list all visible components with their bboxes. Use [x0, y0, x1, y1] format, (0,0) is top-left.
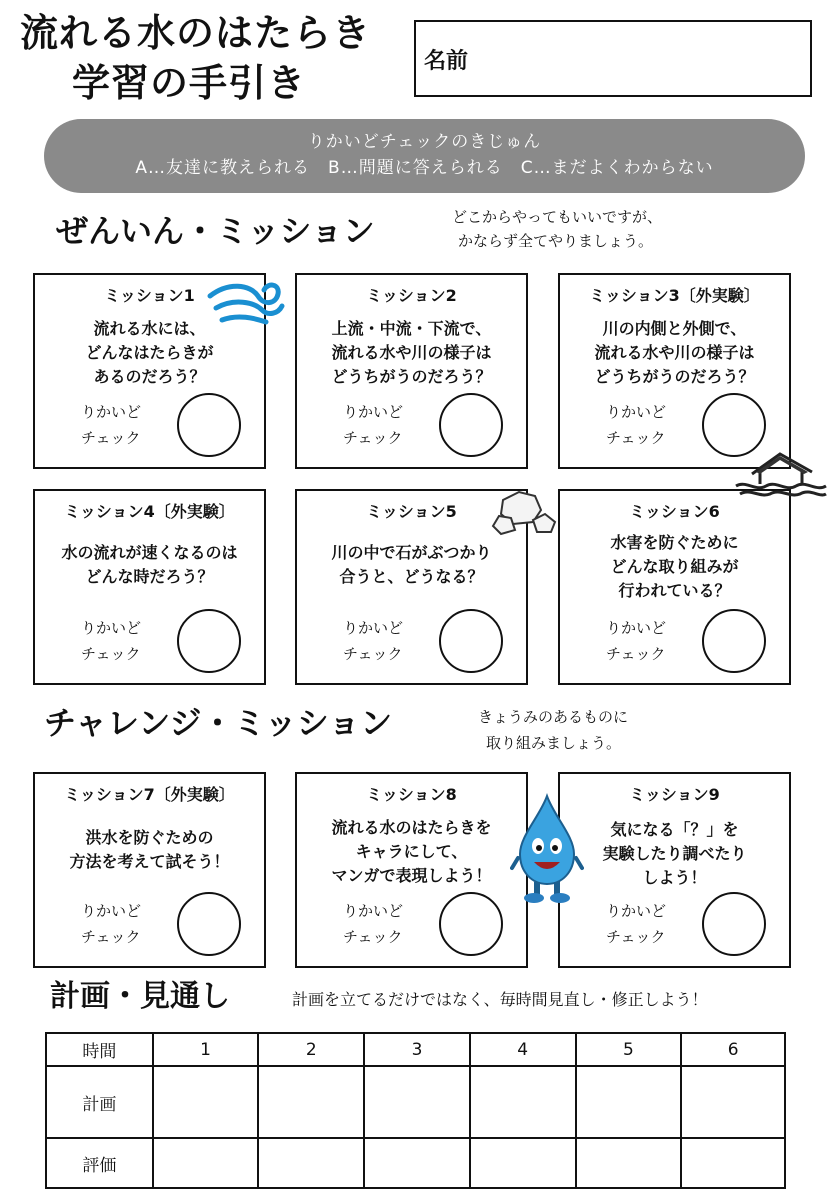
mission-question: 川の内側と外側で、 流れる水や川の様子は どうちがうのだろう？: [594, 319, 755, 386]
mission-question: 洪水を防ぐための 方法を考えて試そう！: [69, 828, 230, 871]
flooded-house-icon: [734, 448, 828, 498]
plan-note: 計画を立てるだけではなく、毎時間見直し・修正しよう！: [292, 990, 708, 1009]
plan-cell[interactable]: [470, 1066, 576, 1138]
table-header-cell: 3: [364, 1033, 470, 1066]
mission-question: 気になる「？」を 実験したり調べたり しよう！: [602, 820, 747, 887]
mission-title: ミッション7〔外実験〕: [64, 785, 235, 804]
table-header-cell: 1: [153, 1033, 259, 1066]
challenge-missions-heading: チャレンジ・ミッション: [44, 704, 393, 742]
table-header-cell: 6: [681, 1033, 785, 1066]
table-header-cell: 2: [258, 1033, 364, 1066]
evaluation-cell[interactable]: [153, 1138, 259, 1188]
check-label: りかいど チェック: [606, 902, 667, 946]
check-label: りかいど チェック: [343, 619, 404, 663]
plan-cell[interactable]: [681, 1066, 785, 1138]
table-header-cell: 4: [470, 1033, 576, 1066]
check-label: りかいど チェック: [606, 619, 667, 663]
evaluation-cell[interactable]: [258, 1138, 364, 1188]
table-header-row: [46, 1033, 785, 1066]
mission-title: ミッション3〔外実験〕: [589, 286, 760, 305]
challenge-note-line2: 取り組みましょう。: [486, 734, 622, 752]
table-row: [46, 1066, 785, 1138]
mission-card-8: [295, 772, 528, 968]
mission-title: ミッション8: [366, 785, 457, 804]
check-circle[interactable]: [439, 609, 503, 673]
criteria-heading: りかいどチェックのきじゅん: [307, 132, 542, 152]
mission-title: ミッション6: [629, 502, 720, 521]
criteria-levels: A…友達に教えられる B…問題に答えられる C…まだよくわからない: [135, 158, 714, 178]
mission-question: 上流・中流・下流で、 流れる水や川の様子は どうちがうのだろう？: [331, 319, 492, 386]
table-row: [46, 1138, 785, 1188]
evaluation-cell[interactable]: [470, 1138, 576, 1188]
evaluation-cell[interactable]: [576, 1138, 682, 1188]
plan-table: [45, 1032, 786, 1189]
check-circle[interactable]: [177, 393, 241, 457]
check-label: りかいど チェック: [343, 902, 404, 946]
mission-question: 流れる水には、 どんなはたらきが あるのだろう？: [85, 319, 214, 386]
mission-question: 水の流れが速くなるのは どんな時だろう？: [61, 543, 238, 586]
all-missions-note-line2: かならず全てやりましょう。: [458, 232, 654, 250]
mission-card-7: [33, 772, 266, 968]
mission-title: ミッション1: [104, 286, 195, 305]
row-label-evaluation: 評価: [46, 1138, 153, 1188]
challenge-note-line1: きょうみのあるものに: [478, 708, 629, 726]
mission-title: ミッション4〔外実験〕: [64, 502, 235, 521]
evaluation-cell[interactable]: [681, 1138, 785, 1188]
worksheet-title-line2: 学習の手引き: [72, 61, 307, 105]
check-circle[interactable]: [439, 393, 503, 457]
check-label: りかいど チェック: [606, 403, 667, 447]
check-circle[interactable]: [439, 892, 503, 956]
mission-title: ミッション2: [366, 286, 457, 305]
check-circle[interactable]: [177, 892, 241, 956]
all-missions-heading: ぜんいん・ミッション: [56, 212, 375, 250]
plan-cell[interactable]: [576, 1066, 682, 1138]
check-circle[interactable]: [702, 892, 766, 956]
mission-question: 流れる水のはたらきを キャラにして、 マンガで表現しよう！: [331, 818, 492, 885]
check-label: りかいど チェック: [81, 619, 142, 663]
check-label: りかいど チェック: [343, 403, 404, 447]
name-field[interactable]: [414, 20, 812, 97]
plan-cell[interactable]: [258, 1066, 364, 1138]
mission-card-4: [33, 489, 266, 685]
worksheet-title-line1: 流れる水のはたらき: [20, 11, 372, 55]
check-label: りかいど チェック: [81, 902, 142, 946]
rocks-icon: [489, 486, 559, 536]
mission-question: 川の中で石がぶつかり 合うと、どうなる？: [331, 543, 492, 586]
water-wave-icon: [206, 278, 288, 328]
mission-title: ミッション5: [366, 502, 457, 521]
table-header-cell: 5: [576, 1033, 682, 1066]
mission-card-6: [558, 489, 791, 685]
mission-title: ミッション9: [629, 785, 720, 804]
all-missions-note-line1: どこからやってもいいですが、: [452, 208, 663, 226]
check-label: りかいど チェック: [81, 403, 142, 447]
mission-question: 水害を防ぐために どんな取り組みが 行われている？: [610, 533, 739, 600]
evaluation-cell[interactable]: [364, 1138, 470, 1188]
mission-card-3: [558, 273, 791, 469]
row-label-plan: 計画: [46, 1066, 153, 1138]
water-droplet-character-icon: [510, 792, 584, 904]
name-label: 名前: [424, 49, 469, 74]
plan-heading: 計画・見通し: [50, 979, 230, 1014]
plan-cell[interactable]: [153, 1066, 259, 1138]
understanding-criteria-banner: [44, 119, 805, 193]
check-circle[interactable]: [177, 609, 241, 673]
check-circle[interactable]: [702, 609, 766, 673]
mission-card-2: [295, 273, 528, 469]
plan-cell[interactable]: [364, 1066, 470, 1138]
table-header-cell: 時間: [46, 1033, 153, 1066]
mission-card-9: [558, 772, 791, 968]
